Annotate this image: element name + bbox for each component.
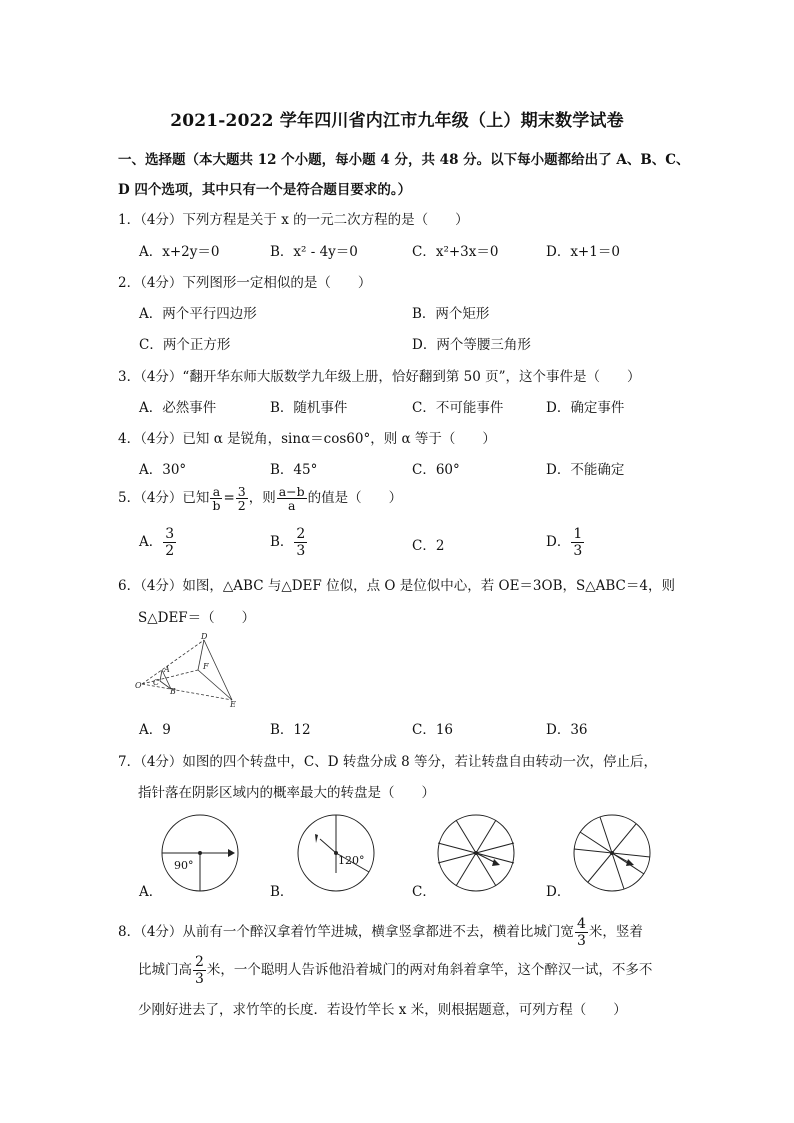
spinner-c — [434, 813, 518, 895]
question-6-stem-line2: S△DEF＝（ ） — [138, 610, 256, 626]
q6-homothety-figure — [134, 630, 246, 708]
q5-suffix: 的值是（ ） — [307, 490, 403, 506]
q5-equals: = — [223, 490, 235, 506]
q6-option-d: D．36 — [546, 722, 588, 738]
q7-option-b: B． — [270, 884, 294, 900]
q4-option-b: B．45° — [270, 462, 318, 478]
q5-option-b: B． $\frac{2}{3}$ — [270, 526, 306, 559]
question-1-stem: 1．（4分）下列方程是关于 x 的一元二次方程的是（ ） — [118, 212, 469, 228]
q5-fraction-a-over-b: $\frac{a}{b}$ — [212, 484, 221, 513]
q7-option-c: C． — [412, 884, 436, 900]
question-8-line3: 少刚好进去了，求竹竿的长度．若设竹竿长 x 米，则根据题意，可列方程（ ） — [138, 1002, 627, 1018]
q3-option-a: A．必然事件 — [139, 400, 217, 416]
q4-option-d: D．不能确定 — [546, 462, 625, 478]
spinner-b-angle-label: 120° — [338, 854, 365, 867]
question-4-stem: 4．（4分）已知 α 是锐角，sinα＝cos60°，则 α 等于（ ） — [118, 431, 496, 447]
q4-option-c: C．60° — [412, 462, 460, 478]
q6-option-a: A．9 — [139, 722, 171, 738]
label-b: B — [170, 687, 176, 696]
q6-option-b: B．12 — [270, 722, 311, 738]
label-f: F — [203, 662, 209, 671]
q8-fraction-4-over-3: $\frac{4}{3}$ — [576, 916, 586, 949]
q5-fraction-3-over-2: $\frac{3}{2}$ — [237, 484, 246, 513]
q7-option-a: A． — [139, 884, 163, 900]
q7-option-d: D． — [546, 884, 571, 900]
q1-option-c: C．x²+3x＝0 — [412, 244, 499, 260]
q1-option-b: B．x² - 4y＝0 — [270, 244, 358, 260]
section-header-line1: 一、选择题（本大题共 12 个小题，每小题 4 分，共 48 分。以下每小题都给出了 A、B、C、 — [118, 152, 690, 168]
question-8-line1: 8．（4分）从前有一个醉汉拿着竹竿进城，横拿竖拿都进不去，横着比城门宽 $\frac{4}{3}$ 米，竖着 — [118, 916, 643, 949]
q5-option-a: A． $\frac{3}{2}$ — [139, 526, 175, 559]
spinner-d — [570, 813, 654, 895]
q5-prefix: 5．（4分）已知 — [118, 490, 210, 506]
question-5-stem — [118, 485, 402, 512]
q5-fraction-a-minus-b-over-a: $\frac{a-b}{a}$ — [278, 484, 305, 513]
question-7-stem-line2: 指针落在阴影区域内的概率最大的转盘是（ ） — [138, 785, 435, 801]
label-d: D — [201, 632, 208, 641]
question-8-line2: 比城门高 $\frac{2}{3}$ 米，一个聪明人告诉他沿着城门的两对角斜着拿竿，这个醉汉一试，不多不 — [138, 954, 653, 987]
q5-option-d: D． $\frac{1}{3}$ — [546, 526, 583, 559]
q5-mid: ，则 — [248, 490, 276, 506]
q1-option-d: D．x+1＝0 — [546, 244, 620, 260]
label-o: O — [135, 681, 142, 690]
q3-option-d: D．确定事件 — [546, 400, 625, 416]
label-a: A — [164, 665, 170, 674]
question-3-stem: 3．（4分）“翻开华东师大版数学九年级上册，恰好翻到第 50 页”，这个事件是（ ） — [118, 369, 641, 385]
q2-option-b: B．两个矩形 — [412, 306, 490, 322]
question-7-stem-line1: 7．（4分）如图的四个转盘中，C、D 转盘分成 8 等分，若让转盘自由转动一次，停止后， — [118, 754, 658, 770]
q8-fraction-2-over-3: $\frac{2}{3}$ — [195, 954, 204, 987]
q2-option-d: D．两个等腰三角形 — [412, 337, 531, 353]
q3-option-c: C．不可能事件 — [412, 400, 504, 416]
spinner-b — [294, 813, 378, 895]
question-6-stem-line1: 6．（4分）如图，△ABC 与△DEF 位似，点 O 是位似中心，若 OE＝3OB，S△ABC＝4，则 — [118, 578, 675, 594]
spinner-a — [158, 813, 242, 895]
label-e: E — [230, 700, 236, 708]
q1-option-a: A．x+2y＝0 — [139, 244, 220, 260]
q4-option-a: A．30° — [139, 462, 187, 478]
page-title: 2021-2022 学年四川省内江市九年级（上）期末数学试卷 — [170, 111, 624, 131]
q5-option-c: C．2 — [412, 538, 445, 554]
q3-option-b: B．随机事件 — [270, 400, 348, 416]
q6-option-c: C．16 — [412, 722, 454, 738]
label-c: C — [153, 678, 160, 687]
question-2-stem: 2．（4分）下列图形一定相似的是（ ） — [118, 275, 372, 291]
section-header-line2: D 四个选项，其中只有一个是符合题目要求的。） — [118, 182, 412, 198]
spinner-a-angle-label: 90° — [174, 859, 194, 872]
q2-option-a: A．两个平行四边形 — [139, 306, 257, 322]
q2-option-c: C．两个正方形 — [139, 337, 231, 353]
